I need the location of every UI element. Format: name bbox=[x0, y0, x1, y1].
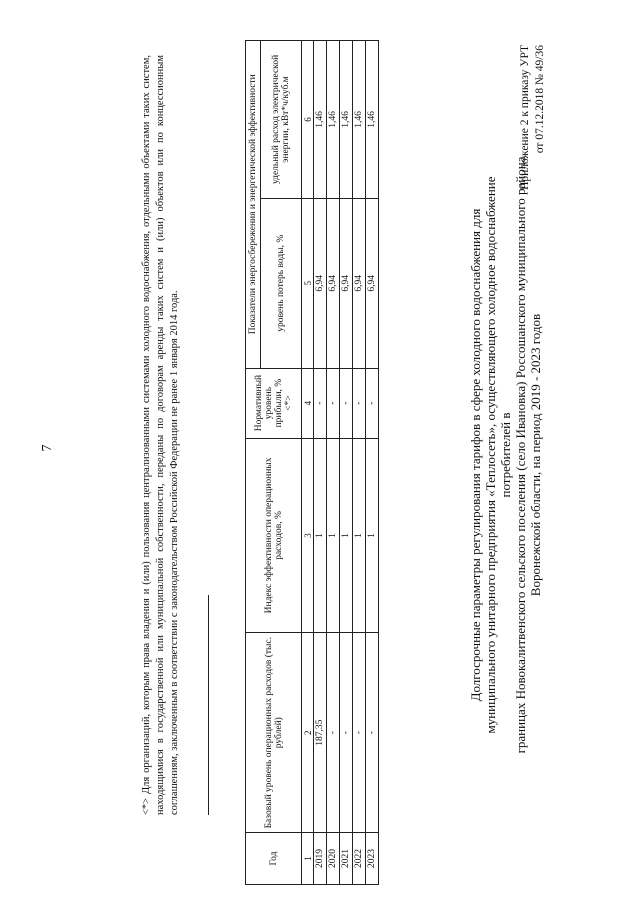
cell-base-level: - bbox=[353, 633, 366, 833]
cell-year: 2022 bbox=[353, 833, 366, 885]
column-number: 1 bbox=[302, 833, 314, 885]
column-number: 4 bbox=[302, 368, 314, 438]
cell-efficiency-index: 1 bbox=[340, 438, 353, 633]
cell-specific-consumption: 1,46 bbox=[340, 41, 353, 199]
cell-water-loss: 6,94 bbox=[353, 198, 366, 368]
cell-profit-level: - bbox=[327, 368, 340, 438]
table-row bbox=[327, 41, 340, 885]
cell-profit-level: - bbox=[366, 368, 379, 438]
cell-year: 2020 bbox=[327, 833, 340, 885]
column-number: 3 bbox=[302, 438, 314, 633]
cell-efficiency-index: 1 bbox=[353, 438, 366, 633]
table-row bbox=[366, 41, 379, 885]
cell-water-loss: 6,94 bbox=[366, 198, 379, 368]
document-title bbox=[468, 145, 543, 765]
tariff-parameters-table-wrap bbox=[245, 40, 379, 885]
cell-specific-consumption: 1,46 bbox=[366, 41, 379, 199]
column-number: 2 bbox=[302, 633, 314, 833]
footnote-divider bbox=[208, 595, 209, 815]
cell-year: 2019 bbox=[314, 833, 327, 885]
cell-base-level: 187,35 bbox=[314, 633, 327, 833]
header-energy-group: Показатели энергосбережения и энергетической эффективности bbox=[246, 41, 261, 369]
cell-water-loss: 6,94 bbox=[327, 198, 340, 368]
cell-base-level: - bbox=[327, 633, 340, 833]
header-water-loss: уровень потерь воды, % bbox=[261, 198, 302, 368]
title-line-2: муниципального унитарного предприятия «Теплосеть», осуществляющего холодное водоснабжение потребителей в bbox=[483, 176, 513, 734]
table-row bbox=[340, 41, 353, 885]
column-number: 5 bbox=[302, 198, 314, 368]
title-line-4: Воронежской области, на период 2019 - 2023 годов bbox=[528, 313, 543, 597]
cell-specific-consumption: 1,46 bbox=[314, 41, 327, 199]
cell-efficiency-index: 1 bbox=[314, 438, 327, 633]
cell-specific-consumption: 1,46 bbox=[327, 41, 340, 199]
table-row bbox=[314, 41, 327, 885]
cell-specific-consumption: 1,46 bbox=[353, 41, 366, 199]
appendix-line-2: от 07.12.2018 № 49/36 bbox=[534, 45, 546, 154]
header-specific-consumption: удельный расход электрической энергии, кВт*ч/куб.м bbox=[261, 41, 302, 199]
header-year: Год bbox=[246, 833, 302, 885]
appendix-line-1: Приложение 2 к приказу УРТ bbox=[519, 45, 531, 190]
cell-efficiency-index: 1 bbox=[366, 438, 379, 633]
table-row bbox=[353, 41, 366, 885]
cell-year: 2023 bbox=[366, 833, 379, 885]
title-line-1: Долгосрочные параметры регулирования тарифов в сфере холодного водоснабжения для bbox=[468, 208, 483, 702]
footnote: <*> Для организаций, которым права владения и (или) пользования централизованными системами холодного водоснабжения, отдельными объектами таких систем, находящимися в государственной или муниципальной собственности, переданы по договорам аренды таких систем и (или) объектов или по концессионным соглашениям, заключенным в соответствии с законодательством Российской Федерации не ранее 1 января 2014 года. bbox=[141, 55, 180, 815]
cell-profit-level: - bbox=[353, 368, 366, 438]
column-number: 6 bbox=[302, 41, 314, 199]
tariff-parameters-table bbox=[245, 40, 379, 885]
cell-profit-level: - bbox=[314, 368, 327, 438]
page-number: 7 bbox=[40, 444, 55, 452]
column-number-row bbox=[302, 41, 314, 885]
header-base-level: Базовый уровень операционных расходов (тыс. рублей) bbox=[246, 633, 302, 833]
header-efficiency-index: Индекс эффективности операционных расходов, % bbox=[246, 438, 302, 633]
cell-profit-level: - bbox=[340, 368, 353, 438]
cell-year: 2021 bbox=[340, 833, 353, 885]
title-line-3: границах Новокалитвенского сельского поселения (село Ивановка) Россошанского муниципального района bbox=[513, 156, 528, 754]
cell-efficiency-index: 1 bbox=[327, 438, 340, 633]
cell-base-level: - bbox=[366, 633, 379, 833]
cell-water-loss: 6,94 bbox=[314, 198, 327, 368]
header-profit-level: Нормативный уровень прибыли, % <*> bbox=[246, 368, 302, 438]
cell-base-level: - bbox=[340, 633, 353, 833]
cell-water-loss: 6,94 bbox=[340, 198, 353, 368]
